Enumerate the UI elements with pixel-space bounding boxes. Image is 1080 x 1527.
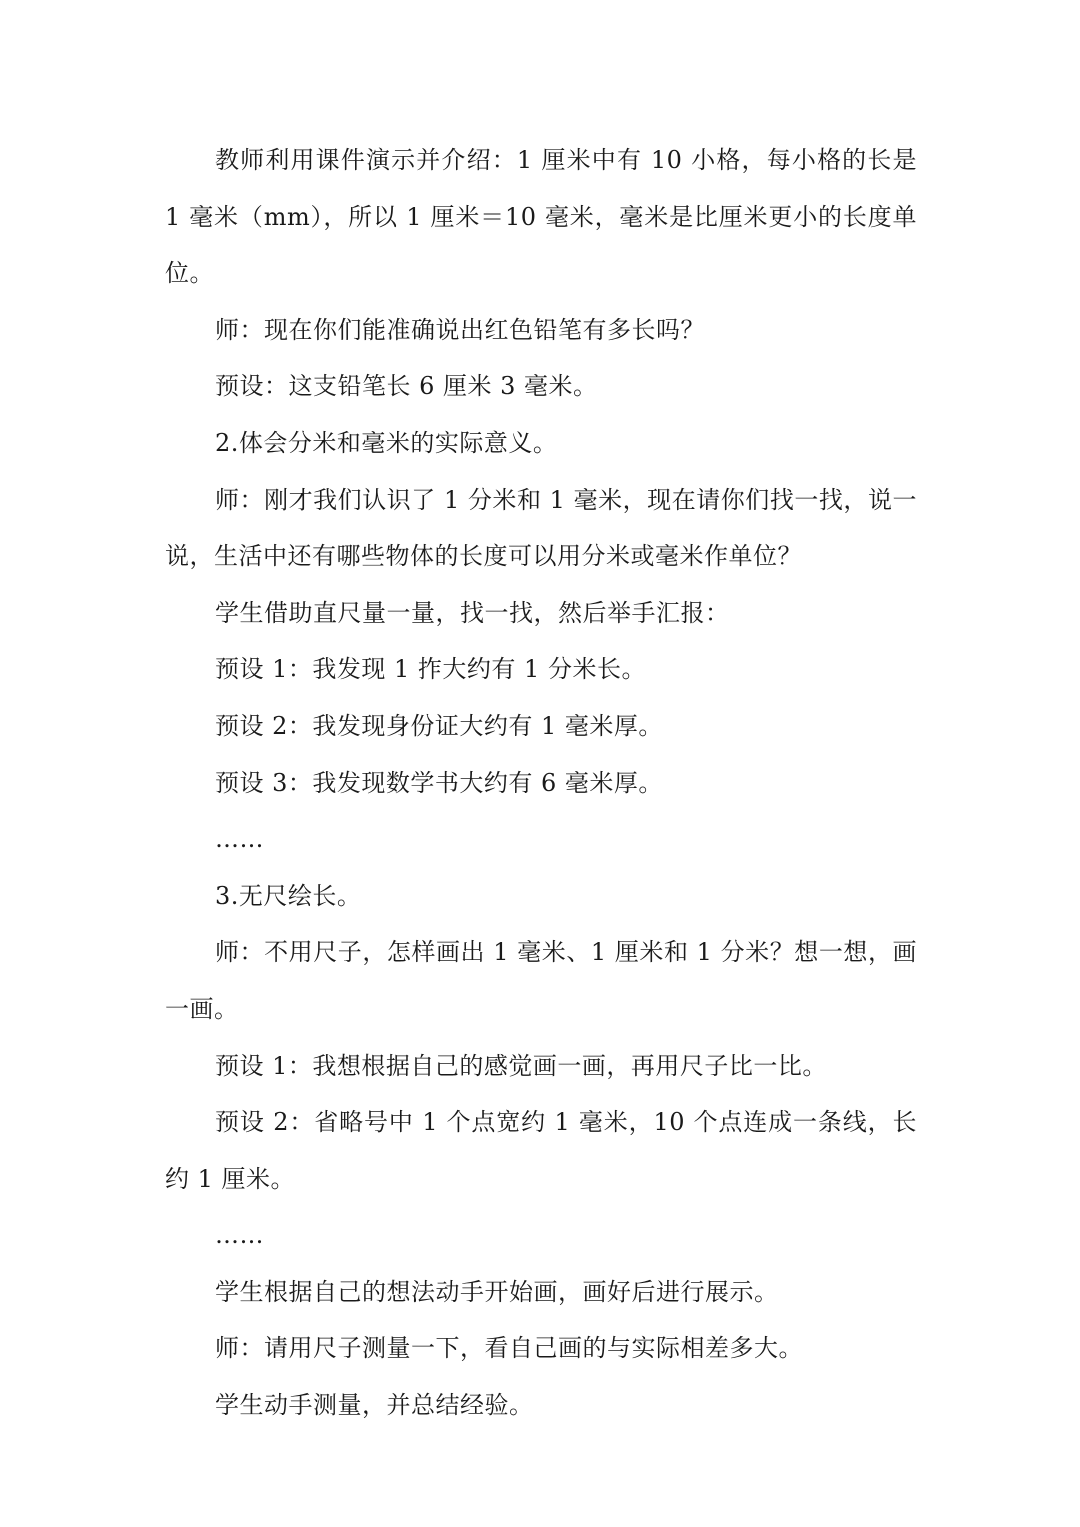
- paragraph-students-measure: 学生借助直尺量一量，找一找，然后举手汇报：: [215, 598, 730, 627]
- section-heading-3: 3.无尺绘长。: [215, 881, 362, 910]
- ellipsis-2: ……: [215, 1221, 264, 1250]
- paragraph-intro-millimeter: 教师利用课件演示并介绍：1 厘米中有 10 小格，每小格的长是 1 毫米（mm），所以 1 厘米＝10 毫米，毫米是比厘米更小的长度单位。: [165, 146, 917, 288]
- paragraph-teacher-find-objects: 师：刚才我们认识了 1 分米和 1 毫米，现在请你们找一找，说一说，生活中还有哪些物体的长度可以用分米或毫米作单位？: [165, 485, 917, 571]
- paragraph-teacher-question-pencil: 师：现在你们能准确说出红色铅笔有多长吗？: [215, 315, 705, 344]
- paragraph-preset-pencil-length: 预设：这支铅笔长 6 厘米 3 毫米。: [215, 372, 598, 401]
- paragraph-preset-2-id-card: 预设 2：我发现身份证大约有 1 毫米厚。: [215, 711, 663, 740]
- paragraph-teacher-measure-diff: 师：请用尺子测量一下，看自己画的与实际相差多大。: [215, 1334, 803, 1363]
- paragraph-preset-1-span: 预设 1：我发现 1 拃大约有 1 分米长。: [215, 655, 646, 684]
- paragraph-preset-2-ellipsis-dots: 预设 2：省略号中 1 个点宽约 1 毫米，10 个点连成一条线，长约 1 厘米。: [165, 1108, 917, 1193]
- paragraph-students-draw: 学生根据自己的想法动手开始画，画好后进行展示。: [215, 1277, 779, 1306]
- section-heading-2: 2.体会分米和毫米的实际意义。: [215, 428, 558, 457]
- paragraph-students-summarize: 学生动手测量，并总结经验。: [215, 1391, 534, 1420]
- paragraph-teacher-draw-without-ruler: 师：不用尺子，怎样画出 1 毫米、1 厘米和 1 分米？想一想，画一画。: [165, 938, 917, 1023]
- paragraph-preset-1-feeling: 预设 1：我想根据自己的感觉画一画，再用尺子比一比。: [215, 1051, 827, 1080]
- document-body: [165, 132, 917, 1434]
- paragraph-preset-3-math-book: 预设 3：我发现数学书大约有 6 毫米厚。: [215, 768, 663, 797]
- ellipsis-1: ……: [215, 825, 264, 854]
